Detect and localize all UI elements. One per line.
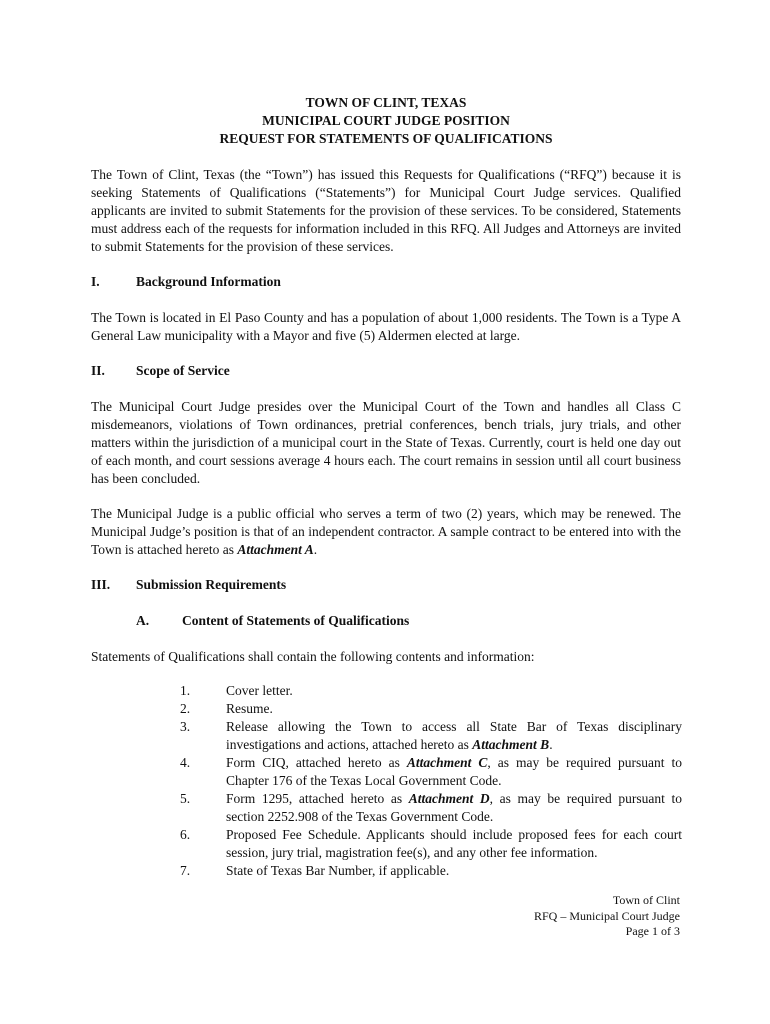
list-text: Form CIQ, attached hereto as Attachment C, as may be required pursuant to Chapter 176 of the Texas Local Government Code. (226, 755, 683, 788)
section-heading-background (91, 273, 281, 291)
subsection-title: Content of Statements of Qualifications (182, 613, 410, 628)
list-item (180, 754, 682, 790)
list-text: Cover letter. (226, 683, 293, 698)
requirements-list (180, 682, 682, 880)
footer-town: Town of Clint (612, 893, 680, 907)
section-title: Submission Requirements (136, 577, 287, 592)
section-title: Background Information (136, 274, 281, 289)
section-heading-scope (91, 362, 230, 380)
scope-paragraph-2 (91, 505, 681, 559)
footer-document: RFQ – Municipal Court Judge (534, 908, 680, 923)
attachment-d-label: Attachment D (408, 791, 490, 806)
list-text: Proposed Fee Schedule. Applicants should include proposed fees for each court session, jury trial, magistration fee(s), and any other fee information. (226, 827, 682, 860)
attachment-a-label: Attachment A (237, 542, 314, 557)
list-text: State of Texas Bar Number, if applicable. (226, 863, 450, 878)
list-item (180, 862, 682, 880)
page-footer (534, 893, 680, 940)
attachment-c-label: Attachment C (406, 755, 488, 770)
title-line-2: MUNICIPAL COURT JUDGE POSITION (262, 113, 510, 128)
section-number: III. (91, 577, 111, 592)
list-item (180, 790, 682, 826)
section-number: I. (91, 274, 100, 289)
scope-text: The Municipal Judge is a public official who serves a term of two (2) years, which may be renewed. The Municipal Judge’s position is that of an independent contractor. A sample contract to be entered into with the Town is attached hereto as (91, 506, 681, 557)
list-item (180, 718, 682, 754)
section-heading-submission (91, 576, 286, 594)
list-item (180, 700, 682, 718)
list-item (180, 682, 682, 700)
subsection-heading-content (136, 612, 409, 630)
list-number: 1. (180, 683, 191, 698)
title-line-1: TOWN OF CLINT, TEXAS (305, 95, 467, 110)
requirements-lead: Statements of Qualifications shall contain the following contents and information: (91, 649, 535, 664)
title-line-3: REQUEST FOR STATEMENTS OF QUALIFICATIONS (219, 131, 553, 146)
list-item (180, 826, 682, 862)
list-number: 3. (180, 719, 191, 734)
list-number: 2. (180, 701, 191, 716)
scope-text-end: . (313, 542, 318, 557)
subsection-number: A. (136, 613, 150, 628)
list-number: 6. (180, 827, 191, 842)
attachment-b-label: Attachment B (472, 737, 550, 752)
background-paragraph: The Town is located in El Paso County and has a population of about 1,000 residents. The Town is a Type A General Law municipality with a Mayor and five (5) Aldermen elected at large. (91, 310, 681, 343)
page-number: Page 1 of 3 (625, 924, 680, 938)
list-text: Resume. (226, 701, 273, 716)
section-number: II. (91, 363, 105, 378)
document-title (91, 94, 681, 148)
section-title: Scope of Service (136, 363, 230, 378)
list-number: 5. (180, 791, 191, 806)
list-text: Release allowing the Town to access all State Bar of Texas disciplinary investigations and actions, attached hereto as Attachment B. (226, 719, 682, 752)
list-number: 4. (180, 755, 191, 770)
list-number: 7. (180, 863, 191, 878)
list-text: Form 1295, attached hereto as Attachment D, as may be required pursuant to section 2252.908 of the Texas Government Code. (226, 791, 682, 824)
scope-paragraph-1: The Municipal Court Judge presides over the Municipal Court of the Town and handles all Class C misdemeanors, violations of Town ordinances, pretrial conferences, bench trials, jury trials, and other matters within the jurisdiction of a municipal court in the State of Texas. Currently, court is held one day out of each month, and court sessions average 4 hours each. The court remains in session until all court business has been concluded. (91, 399, 681, 486)
intro-paragraph: The Town of Clint, Texas (the “Town”) has issued this Requests for Qualifications (“RFQ”) because it is seeking Statements of Qualifications (“Statements”) for Municipal Court Judge services. Qualified applicants are invited to submit Statements for the provision of these services. To be considered, Statements must address each of the requests for information included in this RFQ. All Judges and Attorneys are invited to submit Statements for the provision of these services. (91, 167, 681, 254)
